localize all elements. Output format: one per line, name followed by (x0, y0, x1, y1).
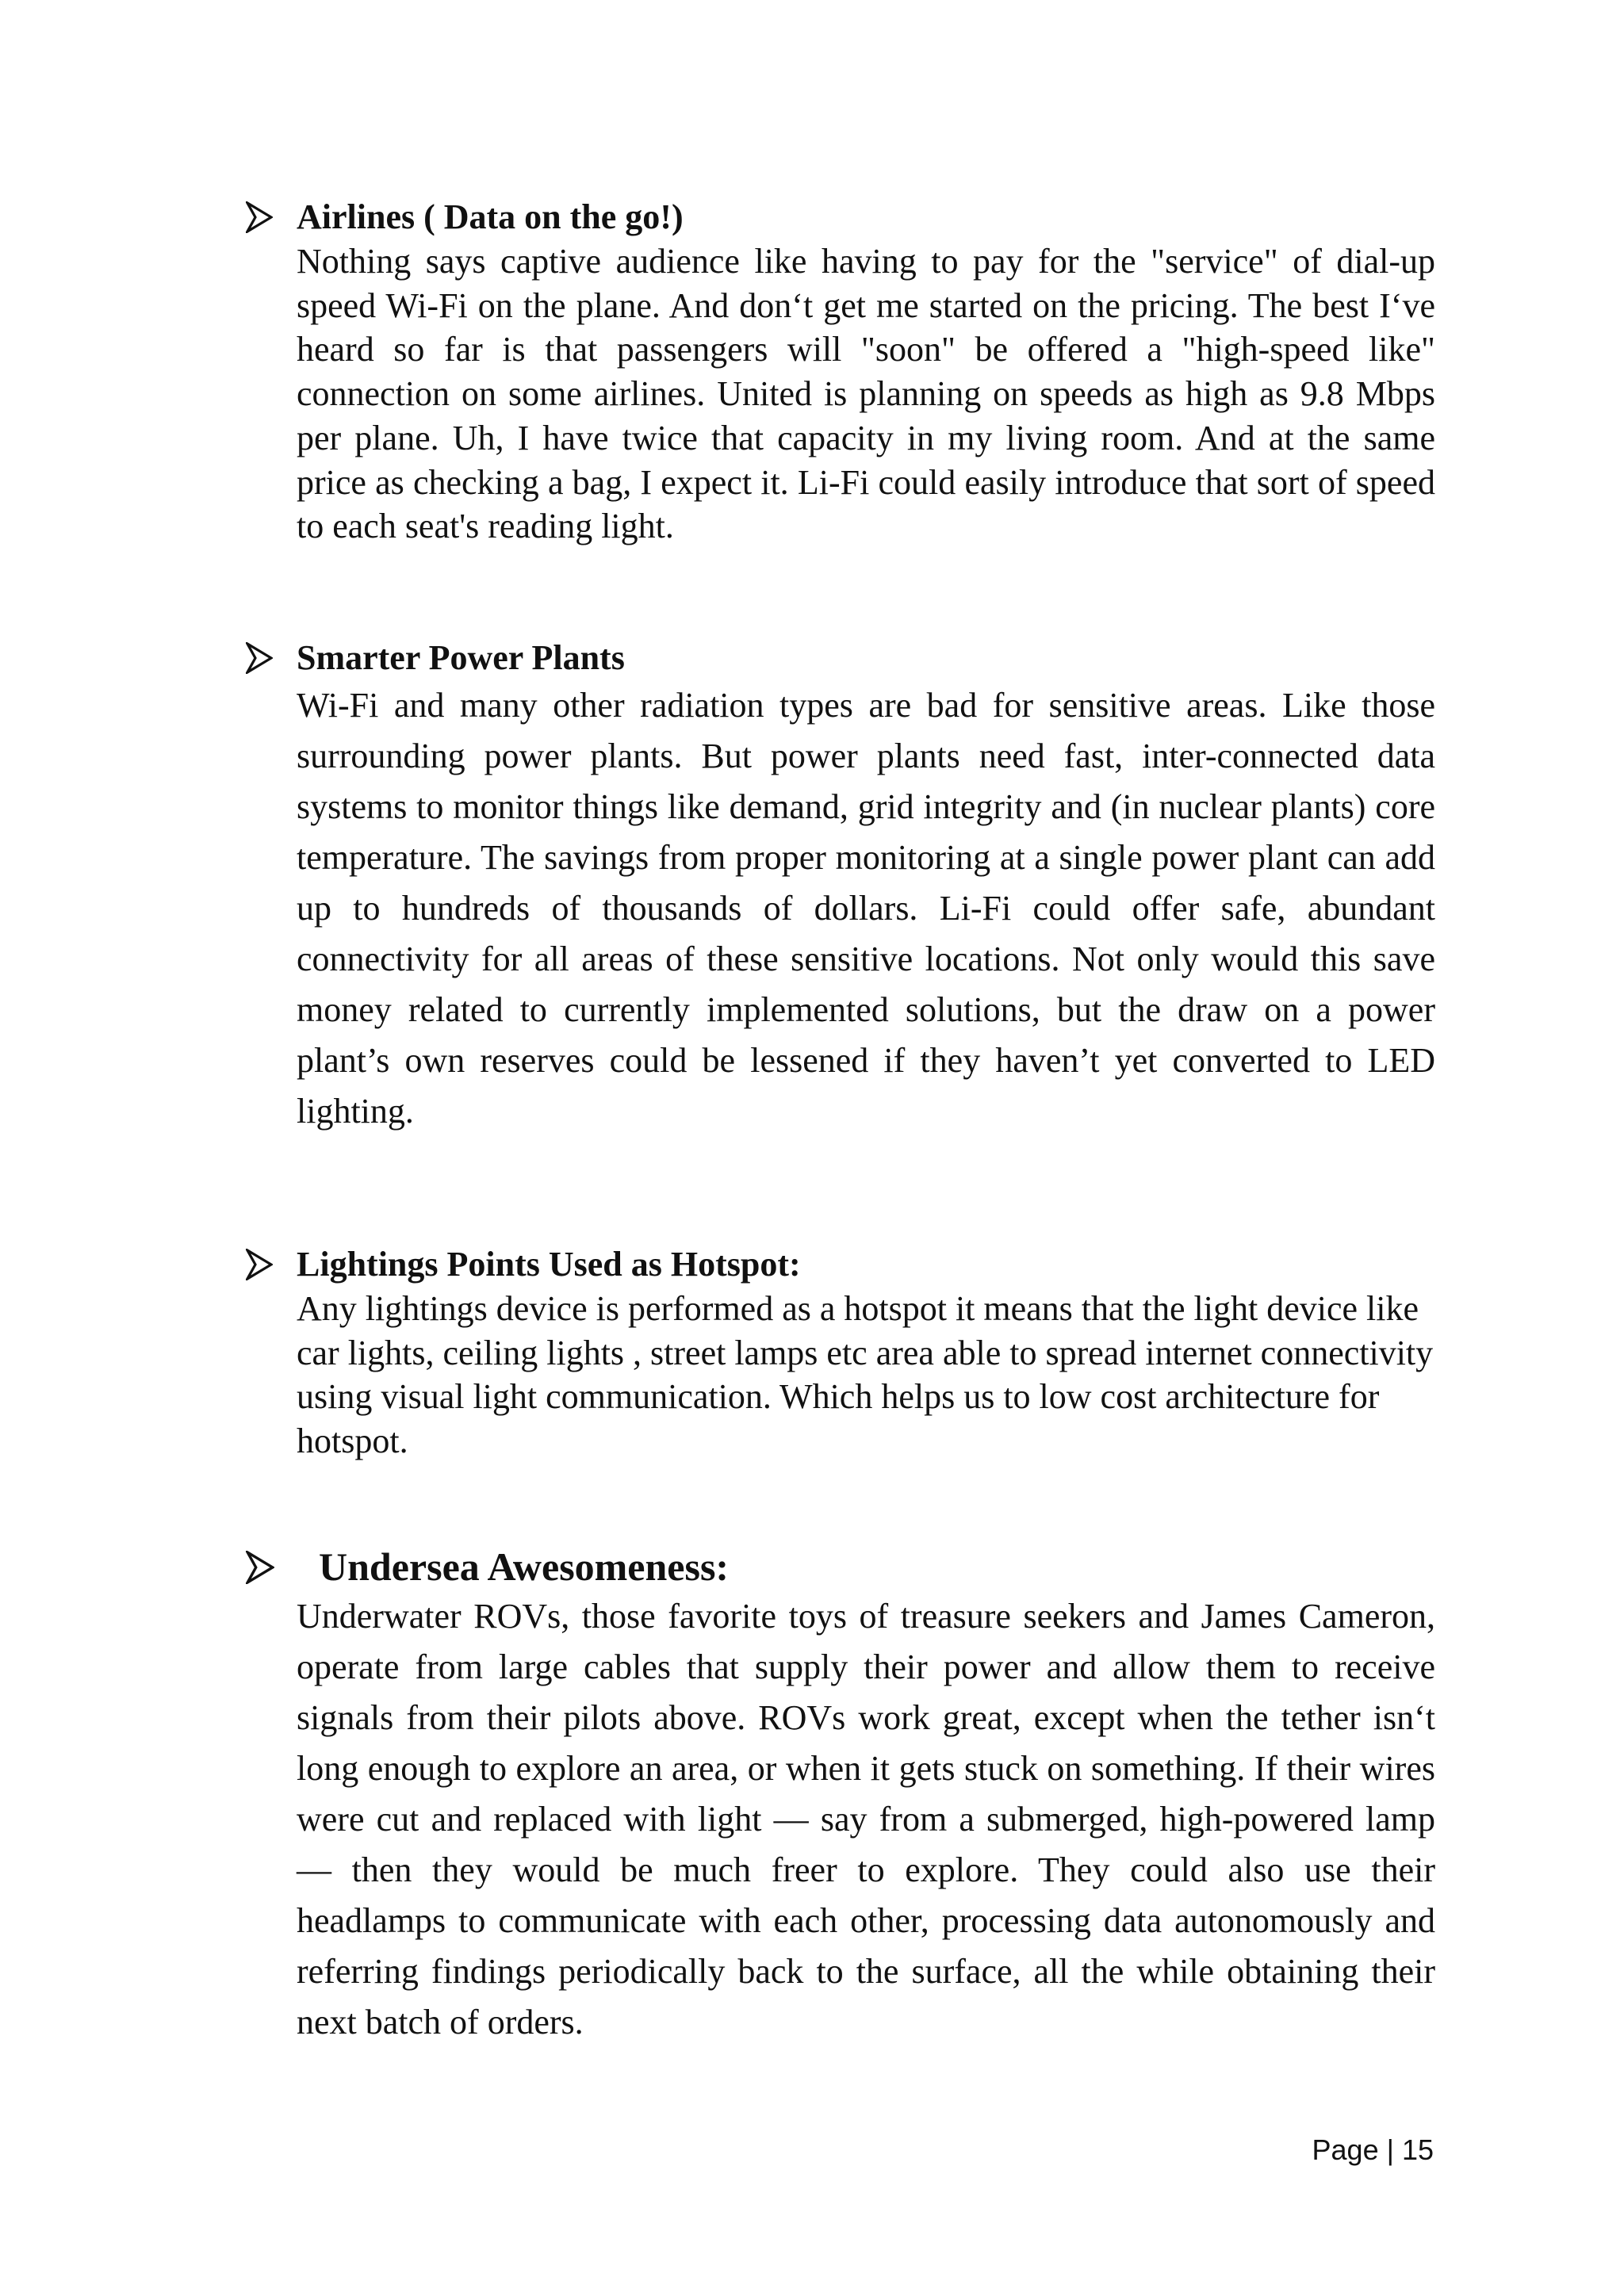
section-heading-text: Airlines ( Data on the go!) (297, 197, 684, 236)
page-number: 15 (1401, 2133, 1434, 2166)
section-paragraph: Wi-Fi and many other radiation types are bad for sensitive areas. Like those surrounding power plants. But power plants need fast, inter-connected data systems to monitor things like demand, grid integrity and (in nuclear plants) core temperature. The savings from proper monitoring at a single power plant can add up to hundreds of thousands of dollars. Li-Fi could offer safe, abundant connectivity for all areas of these sensitive locations. Not only would this save money related to currently implemented solutions, but the draw on a power plant’s own reserves could be lessened if they haven’t yet converted to LED lighting. (297, 686, 1435, 1131)
section-paragraph: Nothing says captive audience like having to pay for the "service" of dial-up speed Wi-Fi on the plane. And don‘t get me started on the pricing. The best I‘ve heard so far is that passengers will "soon" be offered a "high-speed like" connection on some airlines. United is planning on speeds as high as 9.8 Mbps per plane. Uh, I have twice that capacity in my living room. And at the same price as checking a bag, I expect it. Li-Fi could easily introduce that sort of speed to each seat's reading light. (297, 242, 1435, 546)
section-heading-text: Lightings Points Used as Hotspot: (297, 1245, 801, 1284)
arrowhead-bullet-icon (246, 201, 273, 233)
section-heading-text: Undersea Awesomeness: (319, 1544, 730, 1589)
section-paragraph: Underwater ROVs, those favorite toys of treasure seekers and James Cameron, operate from large cables that supply their power and allow them to receive signals from their pilots above. ROVs work great, except when the tether isn‘t long enough to explore an area, or when it gets stuck on something. If their wires were cut and replaced with light — say from a submerged, high-powered lamp — then they would be much freer to explore. They could also use their headlamps to communicate with each other, processing data autonomously and referring findings periodically back to the surface, all the while obtaining their next batch of orders. (297, 1597, 1435, 2042)
arrowhead-bullet-icon (246, 1249, 273, 1280)
section-paragraph: Any lightings device is performed as a hotspot it means that the light device like car lights, ceiling lights , street lamps etc area able to spread internet connectivity using visual light communication. Which helps us to low cost architecture for hotspot. (297, 1289, 1434, 1461)
page-footer (1312, 2133, 1434, 2168)
section-undersea (246, 1542, 1435, 2048)
section-heading (246, 195, 1435, 239)
arrowhead-bullet-icon (246, 1551, 274, 1584)
section-airlines (246, 195, 1435, 549)
page-separator: | (1386, 2133, 1394, 2166)
section-smarter-power-plants (246, 636, 1435, 1137)
page-label: Page (1312, 2133, 1379, 2166)
section-heading (246, 1242, 1435, 1287)
section-heading (246, 1542, 1435, 1591)
section-heading-text: Smarter Power Plants (297, 638, 625, 677)
section-heading (246, 636, 1435, 680)
section-lighting-hotspot (246, 1242, 1435, 1464)
arrowhead-bullet-icon (246, 642, 273, 674)
